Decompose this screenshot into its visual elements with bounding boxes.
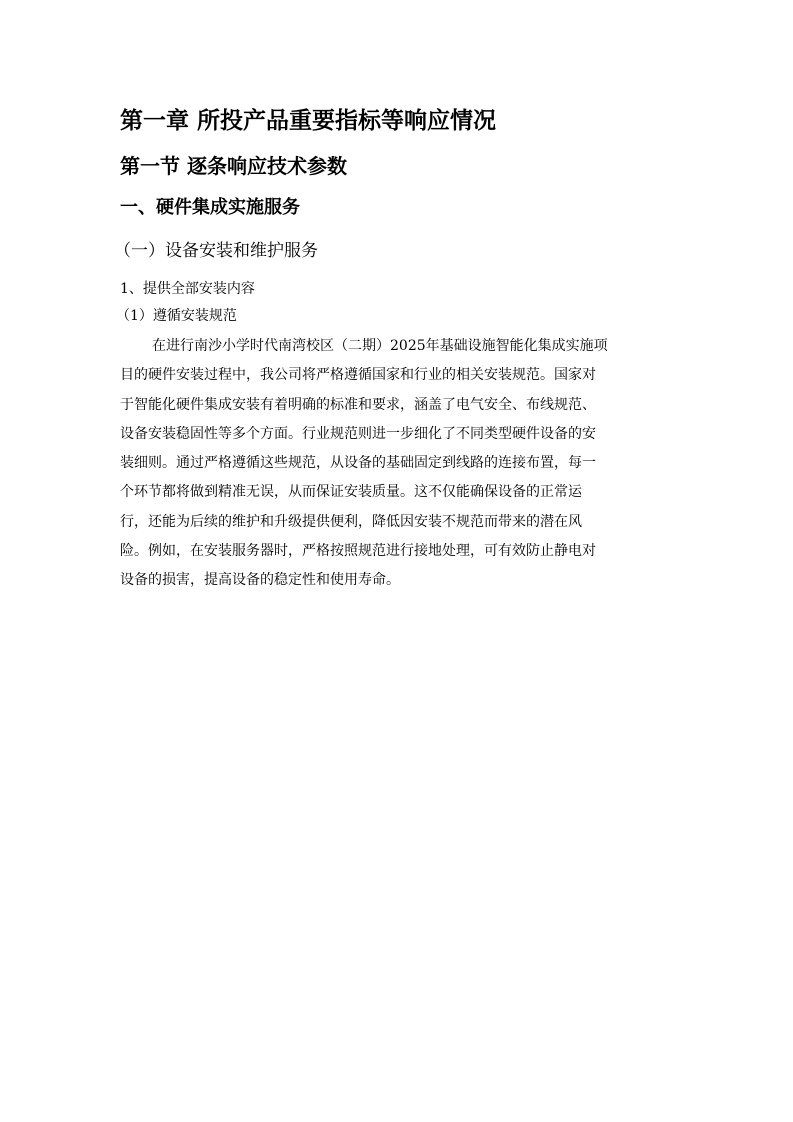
subsubsection-title: （一）设备安装和维护服务 <box>114 241 318 261</box>
section-title: 第一节 逐条响应技术参数 <box>120 154 347 178</box>
paragraph-line: 个环节都将做到精准无误，从而保证安装质量。这不仅能确保设备的正常运 <box>120 484 582 501</box>
paragraph-line: 险。例如，在安装服务器时，严格按照规范进行接地处理，可有效防止静电对 <box>120 543 596 560</box>
paragraph-line: 在进行南沙小学时代南湾校区（二期）2025年基础设施智能化集成实施项 <box>152 338 608 354</box>
paragraph-line: 装细则。通过严格遵循这些规范，从设备的基础固定到线路的连接布置，每一 <box>120 455 596 472</box>
sub-item-title: （1）遵循安装规范 <box>116 308 237 324</box>
subsection-title: 一、硬件集成实施服务 <box>120 197 300 218</box>
item-title: 1、提供全部安装内容 <box>120 281 255 297</box>
paragraph-line: 行，还能为后续的维护和升级提供便利，降低因安装不规范而带来的潜在风 <box>120 513 582 530</box>
paragraph-line: 设备的损害，提高设备的稳定性和使用寿命。 <box>120 572 400 589</box>
document-body <box>114 104 668 596</box>
paragraph-line: 目的硬件安装过程中，我公司将严格遵循国家和行业的相关安装规范。国家对 <box>120 367 596 384</box>
paragraph-line: 设备安装稳固性等多个方面。行业规范则进一步细化了不同类型硬件设备的安 <box>120 425 596 442</box>
body-paragraph <box>120 332 668 596</box>
paragraph-line: 于智能化硬件集成安装有着明确的标准和要求，涵盖了电气安全、布线规范、 <box>120 396 596 413</box>
chapter-title: 第一章 所投产品重要指标等响应情况 <box>120 108 497 134</box>
